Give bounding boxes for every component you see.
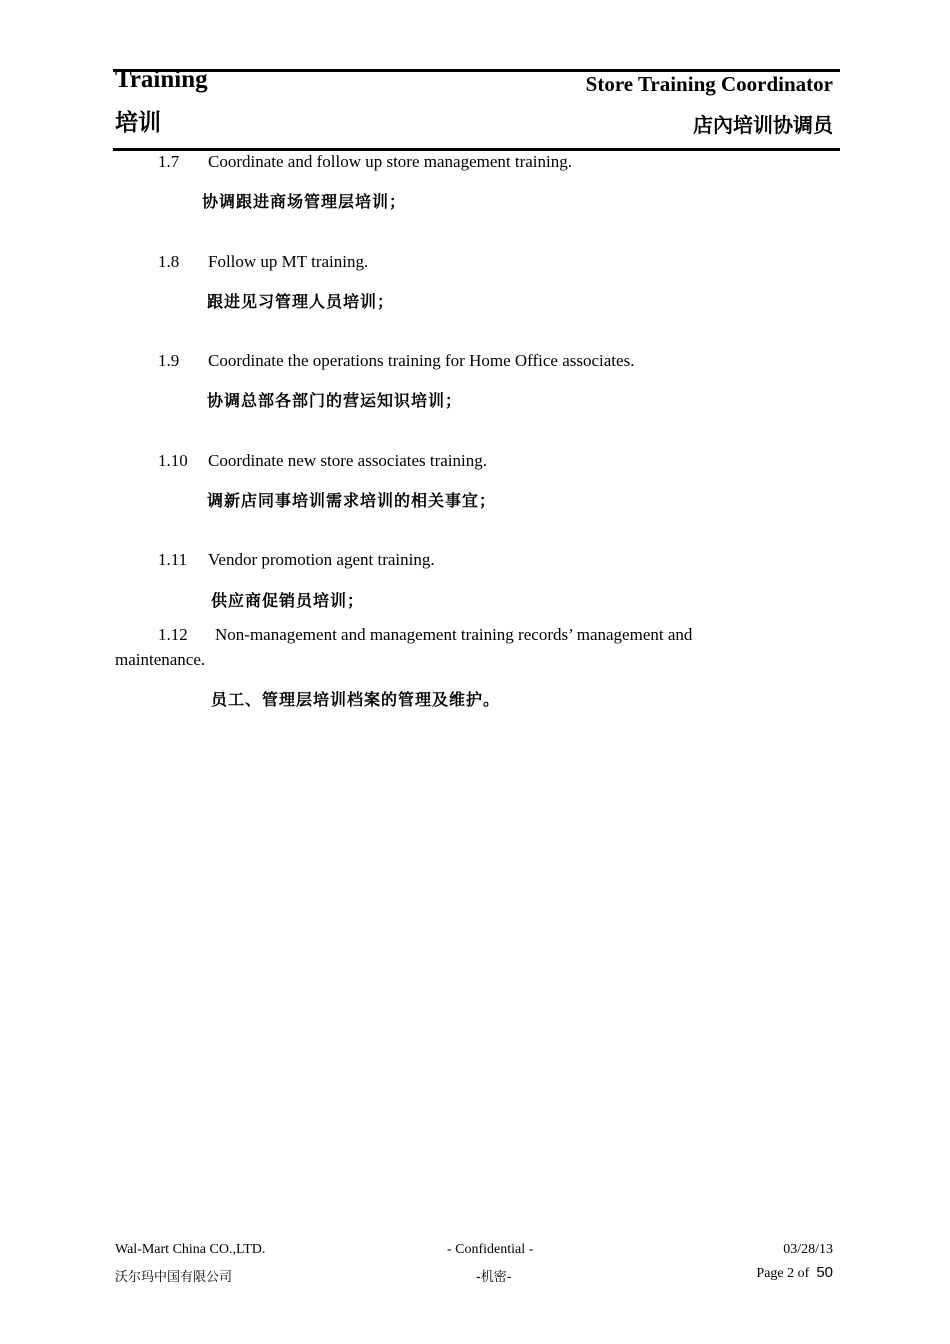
header-document-title-zh: 店內培训协调员 xyxy=(693,113,833,137)
item-number: 1.8 xyxy=(158,252,180,271)
item-text-zh: 跟进见习管理人员培训； xyxy=(207,292,395,311)
footer-date: 03/28/13 xyxy=(783,1242,833,1257)
item-text: Vendor promotion agent training. xyxy=(208,550,435,569)
item-number: 1.9 xyxy=(158,351,180,370)
footer-page-label: Page 2 of xyxy=(756,1266,810,1281)
footer-company-zh: 沃尔玛中国有限公司 xyxy=(115,1270,233,1285)
item-number: 1.7 xyxy=(158,152,180,171)
item-number: 1.10 xyxy=(158,451,188,470)
header-document-title: Store Training Coordinator xyxy=(585,72,833,96)
item-text: Coordinate and follow up store management training. xyxy=(208,152,572,171)
header-section-title: Training xyxy=(115,66,208,93)
item-text-zh: 供应商促销员培训； xyxy=(211,591,365,610)
footer-confidential-zh: -机密- xyxy=(476,1270,512,1285)
item-text: Non-management and management training records’ management and xyxy=(215,625,693,644)
item-text-continuation: maintenance. xyxy=(115,650,206,669)
item-number: 1.11 xyxy=(158,550,188,569)
item-text: Coordinate new store associates training. xyxy=(208,451,488,470)
item-text-zh: 协调跟进商场管理层培训； xyxy=(202,192,407,211)
footer-confidential: - Confidential - xyxy=(447,1242,534,1257)
footer-page-number xyxy=(756,1264,833,1282)
item-text-zh: 员工、管理层培训档案的管理及维护。 xyxy=(211,690,501,709)
item-text-zh: 调新店同事培训需求培训的相关事宜； xyxy=(207,491,497,510)
footer-page-total: 50 xyxy=(816,1264,833,1281)
item-number: 1.12 xyxy=(158,625,188,644)
item-text: Follow up MT training. xyxy=(208,252,369,271)
header-bottom-rule xyxy=(113,148,840,151)
footer-company: Wal-Mart China CO.,LTD. xyxy=(115,1242,266,1257)
header-section-title-zh: 培训 xyxy=(115,110,161,136)
item-text: Coordinate the operations training for Home Office associates. xyxy=(208,351,635,370)
item-text-zh: 协调总部各部门的营运知识培训； xyxy=(207,391,463,410)
